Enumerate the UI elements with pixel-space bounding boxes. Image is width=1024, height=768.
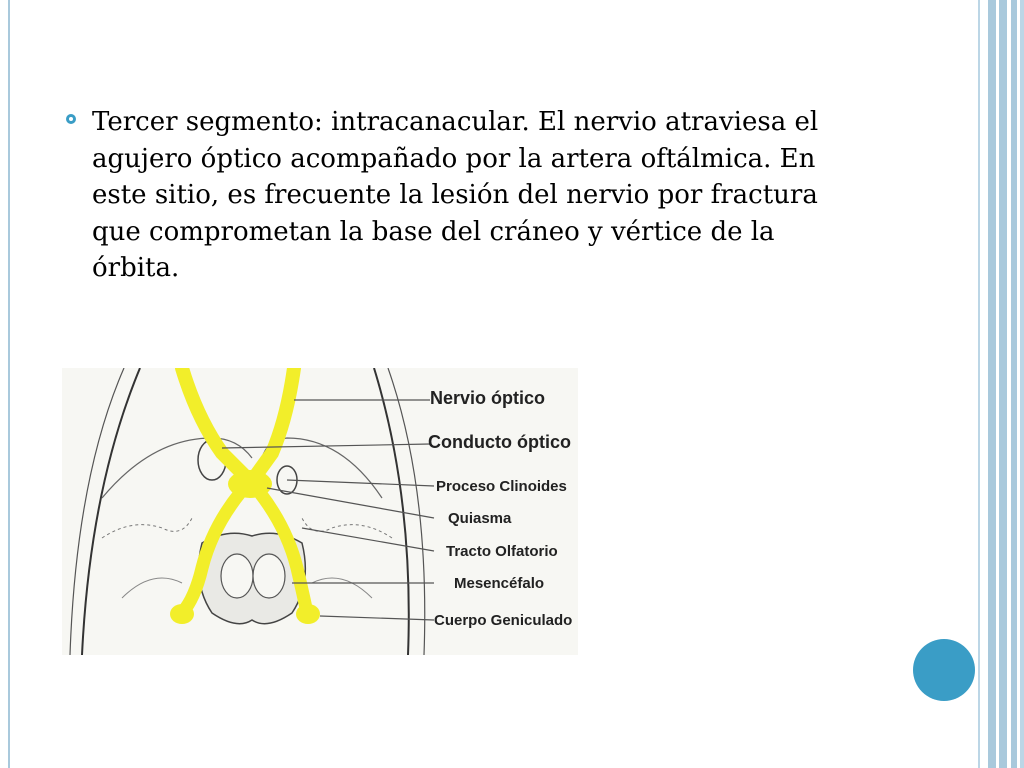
bullet-text: Tercer segmento: intracanacular. El nervio atraviesa el agujero óptico acompañado por la artera oftálmica. En este sitio, es frecuente la lesión del nervio por fractura que comprometan la base del cráneo y vértice de la órbita. (92, 107, 819, 283)
sketch-line-left (102, 518, 192, 538)
label-tracto-olfatorio: Tracto Olfatorio (446, 543, 558, 560)
peduncle-right (253, 554, 285, 598)
accent-circle (913, 639, 975, 701)
bullet-item (66, 104, 866, 287)
right-frame-stripes (976, 0, 1024, 768)
peduncle-left (221, 554, 253, 598)
optic-nerve-right (254, 368, 294, 478)
optic-nerve-diagram (62, 368, 578, 655)
leader-line-tracto-olfatorio (302, 528, 434, 551)
skull-outline-left-inner (70, 368, 124, 655)
left-frame-stripe (0, 0, 12, 768)
skull-outline-left (82, 368, 140, 655)
skull-outline-right (374, 368, 409, 655)
sketch-line-right-low (312, 578, 372, 598)
sketch-line-right (302, 518, 392, 538)
leader-line-cuerpo-geniculado (320, 616, 434, 620)
label-quiasma: Quiasma (448, 510, 512, 527)
geniculate-body-right (296, 604, 320, 624)
leader-line-proceso-clinoides (287, 480, 434, 486)
leader-line-conducto-optico (222, 444, 430, 448)
skull-outline-right-inner (388, 368, 425, 655)
label-nervio-optico: Nervio óptico (430, 388, 546, 408)
anatomy-figure (62, 368, 578, 655)
label-cuerpo-geniculado: Cuerpo Geniculado (434, 612, 573, 629)
label-mesencefalo: Mesencéfalo (454, 575, 545, 592)
leader-line-quiasma (267, 488, 434, 518)
label-proceso-clinoides: Proceso Clinoides (436, 478, 567, 495)
sketch-line-left-low (122, 578, 182, 598)
label-conducto-optico: Conducto óptico (428, 432, 571, 452)
ring-bullet-icon (66, 114, 76, 124)
geniculate-body-left (170, 604, 194, 624)
